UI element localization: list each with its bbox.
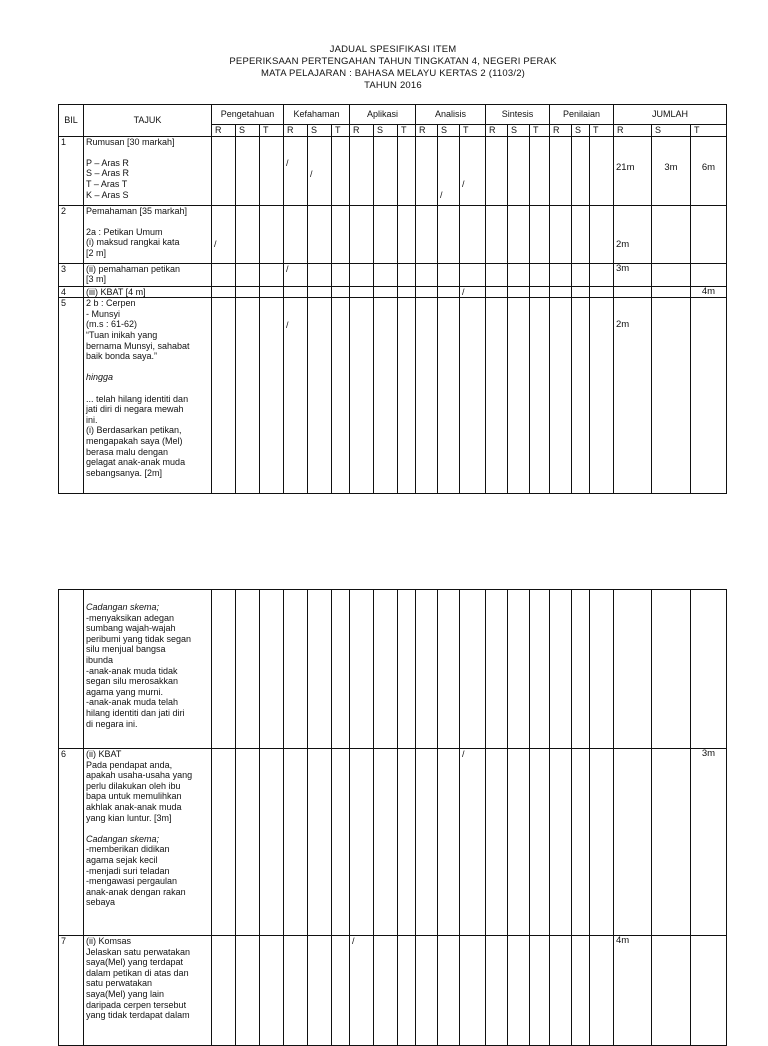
jumlah-s: 3m bbox=[652, 136, 691, 205]
cell-bil: 7 bbox=[59, 936, 84, 1046]
sub-r: R bbox=[284, 125, 308, 137]
spec-table-2 bbox=[58, 589, 727, 1046]
cell-tajuk: (ii) pemahaman petikan [3 m] bbox=[84, 263, 212, 286]
tajuk-italic: Cadangan skema; bbox=[86, 602, 160, 612]
cell-tajuk bbox=[84, 590, 212, 749]
mark-kefahaman-r: / bbox=[284, 298, 308, 494]
header-analisis: Analisis bbox=[416, 105, 486, 125]
sub-r: R bbox=[486, 125, 508, 137]
header-year: TAHUN 2016 bbox=[364, 80, 422, 91]
header-sintesis: Sintesis bbox=[486, 105, 550, 125]
cell-bil: 6 bbox=[59, 749, 84, 936]
jumlah-r: 2m bbox=[614, 205, 652, 263]
table-row bbox=[59, 298, 727, 494]
sub-r: R bbox=[212, 125, 236, 137]
sub-r: R bbox=[350, 125, 374, 137]
mark-analisis-t: / bbox=[460, 286, 486, 298]
cell-tajuk: (iii) KBAT [4 m] bbox=[84, 286, 212, 298]
tajuk-text: -menyaksikan adegan sumbang wajah-wajah peribumi yang tidak segan silu menjual bangsa ibunda -anak-anak muda tidak segan silu merosakkan agama yang murni. -anak-anak muda telah hilang identiti dan jati diri di negara ini. bbox=[86, 612, 192, 729]
tajuk-text: ... telah hilang identiti dan jati diri di negara mewah ini. (i) Berdasarkan petikan, mengapakah saya (Mel) berasa malu dengan gelagat anak-anak muda sebangsanya. [2m] bbox=[86, 393, 189, 478]
header-aplikasi: Aplikasi bbox=[350, 105, 416, 125]
mark-kefahaman-r: / bbox=[284, 136, 308, 205]
sub-t: T bbox=[460, 125, 486, 137]
header-kefahaman: Kefahaman bbox=[284, 105, 350, 125]
cell-tajuk: Rumusan [30 markah] P – Aras R S – Aras R T – Aras T K – Aras S bbox=[84, 136, 212, 205]
header-title: JADUAL SPESIFIKASI ITEM bbox=[329, 44, 457, 55]
sub-t: T bbox=[398, 125, 416, 137]
mark-aplikasi-r: / bbox=[350, 936, 374, 1046]
jumlah-r: 21m bbox=[614, 136, 652, 205]
header-jumlah: JUMLAH bbox=[614, 105, 727, 125]
jumlah-t: 4m bbox=[691, 286, 727, 298]
cell-bil: 3 bbox=[59, 263, 84, 286]
sub-s: S bbox=[572, 125, 590, 137]
mark-kefahaman-r: / bbox=[284, 263, 308, 286]
sub-t: T bbox=[332, 125, 350, 137]
header-subject: MATA PELAJARAN : BAHASA MELAYU KERTAS 2 (1103/2) bbox=[260, 68, 526, 79]
table-row bbox=[59, 749, 727, 936]
cell-tajuk bbox=[84, 749, 212, 936]
sub-s: S bbox=[374, 125, 398, 137]
jumlah-r: 3m bbox=[614, 263, 652, 286]
sub-t: T bbox=[530, 125, 550, 137]
table-row bbox=[59, 286, 727, 298]
table-row bbox=[59, 936, 727, 1046]
sub-s: S bbox=[438, 125, 460, 137]
tajuk-text: (ii) KBAT Pada pendapat anda, apakah usaha-usaha yang perlu dilakukan oleh ibu bapa untuk memulihkan akhlak anak-anak muda yang kian luntur. [3m] bbox=[86, 749, 193, 823]
table-row bbox=[59, 205, 727, 263]
sub-s: S bbox=[508, 125, 530, 137]
cell-bil: 4 bbox=[59, 286, 84, 298]
sub-s: S bbox=[236, 125, 260, 137]
table-row bbox=[59, 136, 727, 205]
mark-analisis-t: / bbox=[460, 749, 486, 936]
header-tajuk: TAJUK bbox=[84, 105, 212, 137]
jumlah-t: 6m bbox=[691, 136, 727, 205]
tajuk-text: 2 b : Cerpen - Munsyi (m.s : 61-62) “Tuan inikah yang bernama Munsyi, sahabat baik bonda saya.” bbox=[86, 298, 190, 362]
mark-kefahaman-s: / bbox=[308, 136, 332, 205]
mark-analisis-t: / bbox=[460, 136, 486, 205]
jumlah-r: 2m bbox=[614, 298, 652, 494]
mark-pengetahuan-r: / bbox=[212, 205, 236, 263]
sub-s: S bbox=[308, 125, 332, 137]
mark-analisis-s: / bbox=[438, 136, 460, 205]
jumlah-r: 4m bbox=[614, 936, 652, 1046]
cell-tajuk: Pemahaman [35 markah] 2a : Petikan Umum (i) maksud rangkai kata [2 m] bbox=[84, 205, 212, 263]
sub-r: R bbox=[614, 125, 652, 137]
sub-r: R bbox=[416, 125, 438, 137]
sub-r: R bbox=[550, 125, 572, 137]
header-bil: BIL bbox=[59, 105, 84, 137]
header-exam: PEPERIKSAAN PERTENGAHAN TAHUN TINGKATAN 4, NEGERI PERAK bbox=[229, 56, 557, 67]
tajuk-text: -memberikan didikan agama sejak kecil -menjadi suri teladan -mengawasi pergaulan anak-anak dengan rakan sebaya bbox=[86, 844, 186, 908]
header-penilaian: Penilaian bbox=[550, 105, 614, 125]
cell-bil: 1 bbox=[59, 136, 84, 205]
table-header-row bbox=[59, 105, 727, 125]
cell-bil bbox=[59, 590, 84, 749]
sub-s: S bbox=[652, 125, 691, 137]
sub-t: T bbox=[691, 125, 727, 137]
tajuk-italic: hingga bbox=[86, 372, 114, 383]
header-pengetahuan: Pengetahuan bbox=[212, 105, 284, 125]
cell-bil: 5 bbox=[59, 298, 84, 494]
sub-t: T bbox=[590, 125, 614, 137]
table-row bbox=[59, 263, 727, 286]
table-row bbox=[59, 590, 727, 749]
spec-table-1 bbox=[58, 104, 727, 494]
cell-bil: 2 bbox=[59, 205, 84, 263]
cell-tajuk: (ii) Komsas Jelaskan satu perwatakan saya(Mel) yang terdapat dalam petikan di atas dan satu perwatakan saya(Mel) yang lain daripada cerpen tersebut yang tidak terdapat dalam bbox=[84, 936, 212, 1046]
cell-tajuk bbox=[84, 298, 212, 494]
sub-t: T bbox=[260, 125, 284, 137]
jumlah-t: 3m bbox=[691, 749, 727, 936]
document-header bbox=[0, 44, 768, 92]
tajuk-italic: Cadangan skema; bbox=[86, 833, 160, 844]
